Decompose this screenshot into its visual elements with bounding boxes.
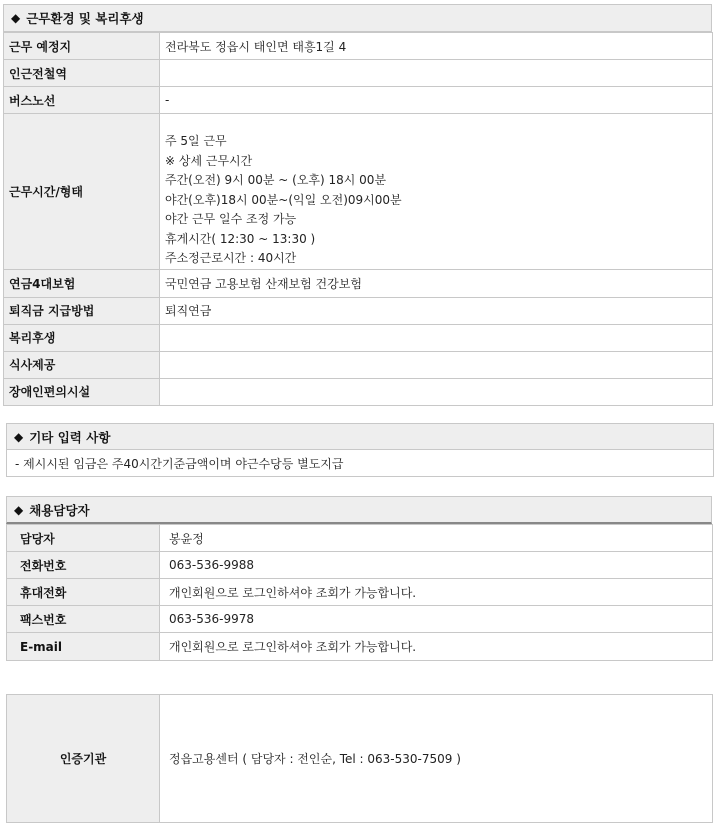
row-label: 버스노선 (4, 87, 160, 114)
row-value: - (160, 87, 713, 114)
row-label: 담당자 (7, 525, 160, 552)
work-hours-value: 주 5일 근무 ※ 상세 근무시간 주간(오전) 9시 00분 ~ (오후) 18시 00분 야간(오후)18시 00분~(익일 오전)09시00분 야간 근무 일수 조정 가능 휴게시간( 12:30 ~ 13:30 ) 주소정근로시간 : 40시간 (160, 114, 713, 270)
contact-table (6, 524, 713, 661)
table-row (4, 378, 713, 405)
row-value (160, 378, 713, 405)
row-value: 국민연금 고용보험 산재보험 건강보험 (160, 269, 713, 297)
row-label: 근무 예정지 (4, 33, 160, 60)
row-value: 전라북도 정읍시 태인면 태흥1길 4 (160, 33, 713, 60)
other-title: 기타 입력 사항 (29, 429, 111, 445)
other-note (6, 450, 714, 477)
row-value: 봉윤정 (160, 525, 713, 552)
cert-value: 정읍고용센터 ( 담당자 : 전인순, Tel : 063-530-7509 ) (160, 695, 713, 823)
row-label: 팩스번호 (7, 606, 160, 633)
diamond-icon: ◆ (14, 429, 24, 444)
diamond-icon: ◆ (14, 502, 24, 517)
table-row (7, 525, 713, 552)
row-value: 개인회원으로 로그인하셔야 조회가 가능합니다. (160, 579, 713, 606)
table-row (4, 351, 713, 378)
table-row (4, 60, 713, 87)
table-row (4, 297, 713, 324)
work-env-header (3, 4, 712, 32)
row-value: 063-536-9978 (160, 606, 713, 633)
cert-label: 인증기관 (7, 695, 160, 823)
table-row (4, 33, 713, 60)
table-row (7, 552, 713, 579)
row-value (160, 351, 713, 378)
table-row (7, 695, 713, 823)
row-value (160, 324, 713, 351)
table-row (4, 269, 713, 297)
row-value: 개인회원으로 로그인하셔야 조회가 가능합니다. (160, 633, 713, 661)
row-value: 063-536-9988 (160, 552, 713, 579)
table-row (7, 579, 713, 606)
table-row (4, 324, 713, 351)
other-header (6, 423, 714, 450)
row-label: 근무시간/형태 (4, 114, 160, 270)
cert-table (6, 694, 713, 823)
table-row (7, 633, 713, 661)
row-label: 인근전철역 (4, 60, 160, 87)
row-label: 복리후생 (4, 324, 160, 351)
work-env-title: 근무환경 및 복리후생 (26, 11, 144, 26)
row-label: 연금4대보험 (4, 269, 160, 297)
row-value (160, 60, 713, 87)
diamond-icon: ◆ (11, 11, 21, 25)
work-env-table (3, 32, 713, 406)
row-label: E-mail (7, 633, 160, 661)
row-label: 장애인편의시설 (4, 378, 160, 405)
row-label: 휴대전화 (7, 579, 160, 606)
other-note-text: - 제시시된 임금은 주40시간기준금액이며 야근수당등 별도지급 (15, 456, 344, 471)
table-row (4, 87, 713, 114)
row-label: 퇴직금 지급방법 (4, 297, 160, 324)
table-row (7, 606, 713, 633)
contact-header (6, 496, 712, 524)
row-label: 식사제공 (4, 351, 160, 378)
row-label: 전화번호 (7, 552, 160, 579)
contact-title: 채용담당자 (29, 502, 90, 518)
row-value: 퇴직연금 (160, 297, 713, 324)
table-row (4, 114, 713, 270)
